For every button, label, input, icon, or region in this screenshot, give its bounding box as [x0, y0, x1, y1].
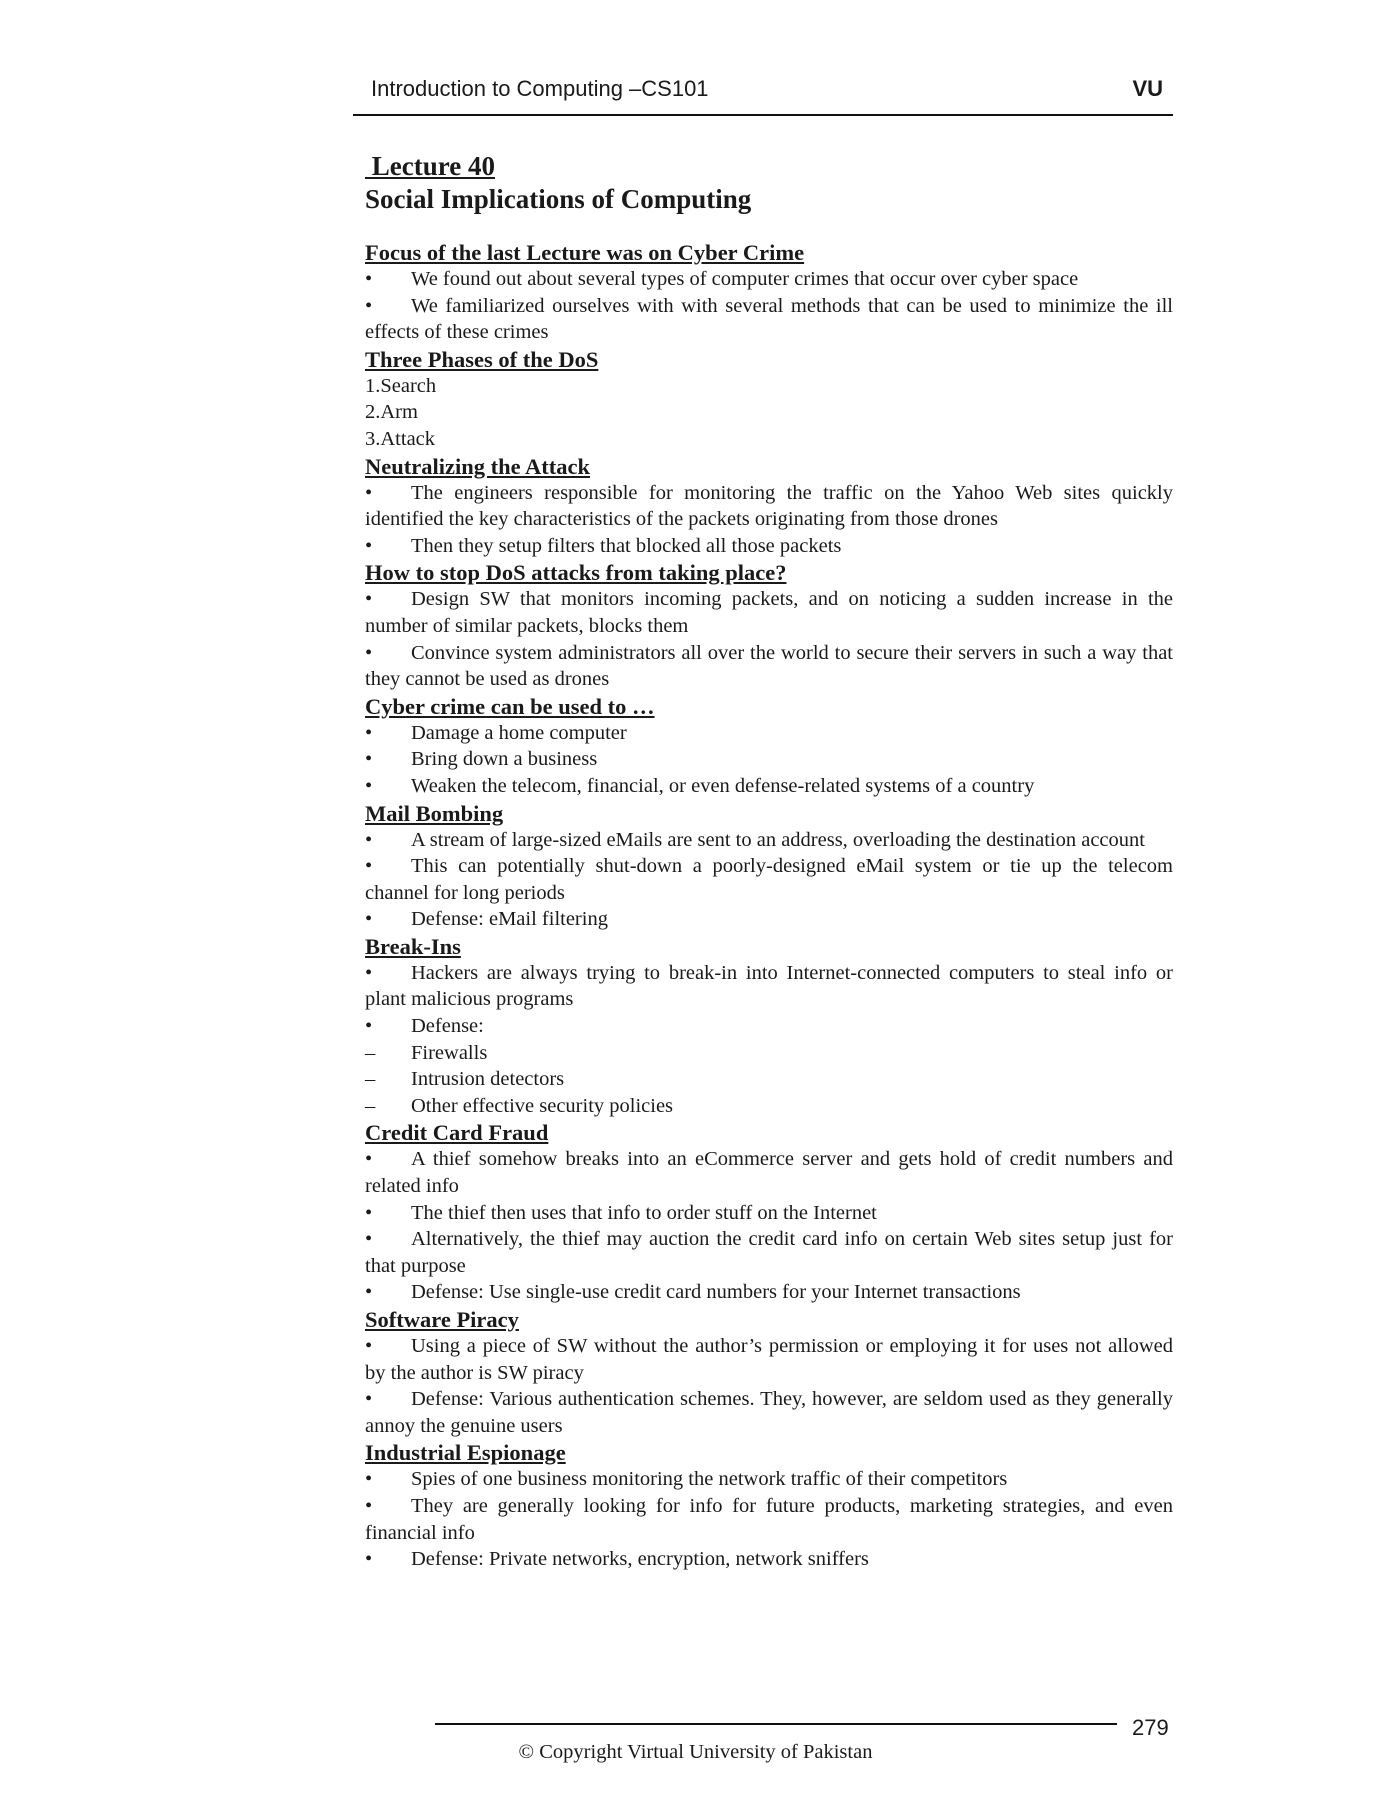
bullet-marker: •	[365, 855, 373, 878]
bullet-marker: •	[365, 748, 373, 771]
bullet-marker: •	[365, 481, 373, 504]
list-item	[365, 1200, 1173, 1227]
bullet-marker: •	[365, 534, 373, 557]
bullet-marker: •	[365, 1201, 373, 1224]
list-item-text: Then they setup filters that blocked all those packets	[411, 534, 842, 557]
list-item	[365, 1066, 1173, 1093]
bullet-marker: •	[365, 1281, 373, 1304]
section-heading: Industrial Espionage	[365, 1440, 566, 1466]
list-item	[365, 1013, 1173, 1040]
bullet-marker: •	[365, 1548, 373, 1571]
list-item-text: Using a piece of SW without the author’s permission or employing it for uses not allowed by the author is SW piracy	[365, 1335, 1173, 1384]
bullet-marker: •	[365, 1015, 373, 1038]
list-item-text: We found out about several types of computer crimes that occur over cyber space	[411, 268, 1079, 290]
section-heading: Software Piracy	[365, 1307, 519, 1332]
list-item-text: The engineers responsible for monitoring the traffic on the Yahoo Web sites quickly identified the key characteristics of the packets originating from those drones	[365, 481, 1173, 531]
list-item-text: Firewalls	[411, 1041, 488, 1064]
bullet-marker: •	[365, 721, 373, 744]
bullet-marker: •	[365, 774, 373, 797]
list-item-text: 3.Attack	[365, 427, 436, 450]
institution-label: VU	[1132, 76, 1163, 101]
list-item-text: 2.Arm	[365, 401, 418, 424]
list-item	[365, 720, 1173, 747]
list-item-text: Defense: Private networks, encryption, network sniffers	[411, 1548, 869, 1571]
list-item-text: We familiarized ourselves with with several methods that can be used to minimize the ill effects of these crimes	[365, 294, 1173, 344]
list-item-text: A thief somehow breaks into an eCommerce server and gets hold of credit numbers and related info	[365, 1148, 1173, 1198]
list-item-text: Damage a home computer	[411, 721, 627, 744]
list-item-text: Hackers are always trying to break-in into Internet-connected computers to steal info or plant malicious programs	[365, 961, 1173, 1011]
section-heading: How to stop DoS attacks from taking place?	[365, 560, 787, 586]
list-item-text: Weaken the telecom, financial, or even defense-related systems of a country	[411, 774, 1035, 797]
list-item-text: 1.Search	[365, 374, 437, 397]
list-item-text: Intrusion detectors	[411, 1068, 565, 1091]
list-item	[365, 1146, 1173, 1199]
page-title: Social Implications of Computing	[365, 184, 752, 214]
copyright-notice: © Copyright Virtual University of Pakistan	[518, 1741, 873, 1763]
list-item	[365, 906, 1173, 933]
section-heading: Focus of the last Lecture was on Cyber Crime	[365, 240, 805, 265]
list-item-text: Defense: Use single-use credit card numbers for your Internet transactions	[411, 1281, 1021, 1304]
list-item-text: Defense:	[411, 1015, 484, 1038]
list-item	[365, 1493, 1173, 1546]
bullet-marker: •	[365, 1228, 373, 1251]
bullet-marker: •	[365, 1335, 373, 1357]
bullet-marker: •	[365, 294, 373, 317]
list-item	[365, 640, 1173, 693]
list-item	[365, 480, 1173, 533]
list-item	[365, 1466, 1173, 1493]
list-item	[365, 1226, 1173, 1279]
dash-marker: –	[365, 1041, 376, 1064]
list-item	[365, 773, 1173, 800]
section-heading: Credit Card Fraud	[365, 1120, 549, 1146]
page-header	[353, 74, 1173, 116]
bullet-marker: •	[365, 908, 373, 931]
bullet-marker: •	[365, 268, 373, 290]
bullet-marker: •	[365, 1494, 373, 1517]
list-item-text: Other effective security policies	[411, 1094, 674, 1117]
list-item	[365, 1546, 1173, 1573]
list-item	[365, 426, 1173, 453]
bullet-marker: •	[365, 1468, 373, 1491]
list-item	[365, 746, 1173, 773]
list-item-text: Bring down a business	[411, 748, 598, 771]
list-item-text: Convince system administrators all over the world to secure their servers in such a way that they cannot be used as drones	[365, 641, 1173, 691]
list-item	[365, 373, 1173, 400]
list-item	[365, 1279, 1173, 1306]
section-heading: Cyber crime can be used to …	[365, 693, 655, 719]
section-heading: Break-Ins	[365, 933, 461, 959]
list-item	[365, 1093, 1173, 1120]
document-body	[365, 150, 1173, 1573]
list-item	[365, 1333, 1173, 1386]
bullet-marker: •	[365, 1148, 373, 1171]
list-item-text: Alternatively, the thief may auction the credit card info on certain Web sites setup just for that purpose	[365, 1228, 1173, 1277]
list-item	[365, 533, 1173, 560]
list-item-text: This can potentially shut-down a poorly-designed eMail system or tie up the telecom channel for long periods	[365, 855, 1173, 904]
list-item	[365, 586, 1173, 639]
list-item-text: Design SW that monitors incoming packets, and on noticing a sudden increase in the number of similar packets, blocks them	[365, 588, 1173, 637]
list-item-text: Defense: eMail filtering	[411, 908, 608, 931]
list-item	[365, 853, 1173, 906]
bullet-marker: •	[365, 588, 373, 611]
sections	[365, 239, 1173, 1573]
list-item-text: Spies of one business monitoring the network traffic of their competitors	[411, 1468, 1008, 1491]
list-item-text: Defense: Various authentication schemes. They, however, are seldom used as they generally annoy the genuine users	[365, 1388, 1173, 1437]
bullet-marker: •	[365, 828, 373, 851]
list-item	[365, 399, 1173, 426]
course-title: Introduction to Computing –CS101	[371, 76, 709, 101]
page-number: 279	[1132, 1715, 1169, 1740]
footer-rule	[435, 1723, 1117, 1725]
list-item	[365, 293, 1173, 346]
bullet-marker: •	[365, 961, 373, 984]
dash-marker: –	[365, 1068, 376, 1091]
section-heading: Three Phases of the DoS	[365, 346, 599, 372]
lecture-number: Lecture 40	[365, 151, 495, 181]
list-item	[365, 827, 1173, 854]
dash-marker: –	[365, 1094, 376, 1117]
list-item-text: A stream of large-sized eMails are sent to an address, overloading the destination account	[411, 828, 1145, 851]
list-item	[365, 1040, 1173, 1067]
list-item-text: The thief then uses that info to order stuff on the Internet	[411, 1201, 877, 1224]
bullet-marker: •	[365, 1388, 373, 1411]
section-heading: Neutralizing the Attack	[365, 453, 590, 479]
section-heading: Mail Bombing	[365, 800, 504, 826]
list-item	[365, 266, 1173, 293]
bullet-marker: •	[365, 641, 373, 664]
list-item-text: They are generally looking for info for future products, marketing strategies, and even financial info	[365, 1494, 1173, 1544]
list-item	[365, 1386, 1173, 1439]
list-item	[365, 960, 1173, 1013]
